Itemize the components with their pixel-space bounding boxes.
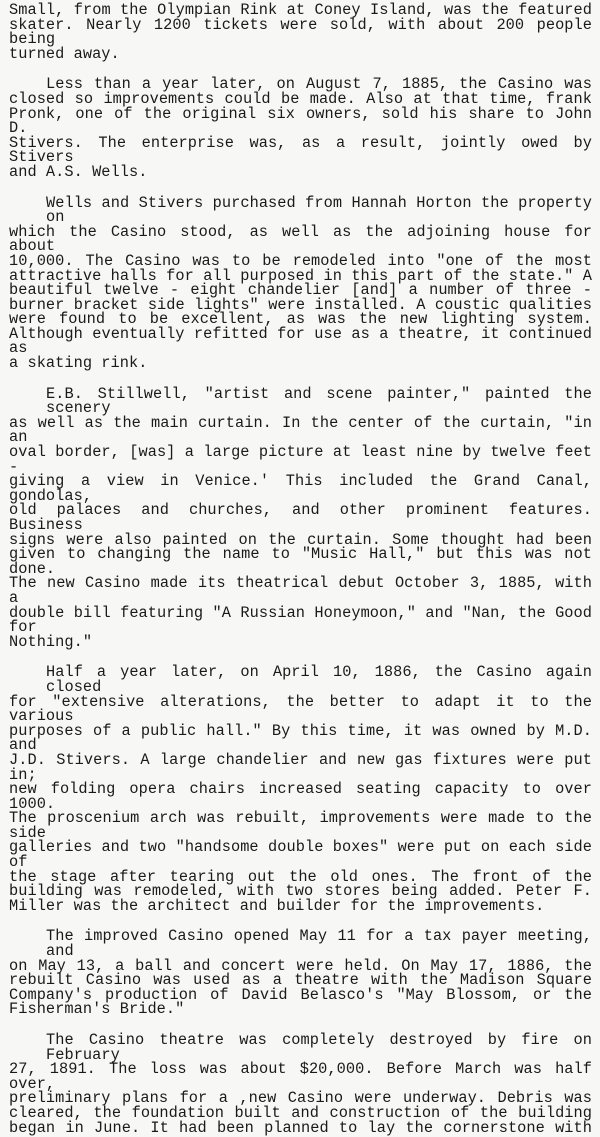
text-line: giving a view in Venice.' This included the Grand Canal, gondolas, xyxy=(9,472,592,505)
text-line: began in June. It had been planned to lay the cornerstone with xyxy=(9,1118,592,1137)
text-line: Miller was the architect and builder for the improvements. xyxy=(9,896,545,915)
text-line: Less than a year later, on August 7, 1885, the Casino was xyxy=(46,75,592,94)
text-line: a skating rink. xyxy=(9,354,148,373)
text-line: Pronk, one of the original six owners, sold his share to John D. xyxy=(9,104,592,138)
text-line: The Casino theatre was completely destroyed by fire on February xyxy=(46,1031,592,1064)
text-line: The improved Casino opened May 11 for a tax payer meeting, and xyxy=(46,927,592,961)
text-line: Nothing." xyxy=(9,632,93,651)
text-line: signs were also painted on the curtain. Some thought had been xyxy=(9,530,592,549)
text-line: 10,000. The Casino was to be remodeled into "one of the most xyxy=(9,251,592,270)
text-line: Fisherman's Bride." xyxy=(9,1000,185,1019)
text-line: new folding opera chairs increased seating capacity to over 1000. xyxy=(9,780,592,813)
text-line: turned away. xyxy=(9,44,120,63)
text-line: The proscenium arch was rebuilt, improvements were made to the side xyxy=(9,809,592,842)
text-line: for "extensive alterations, the better to adapt it to the various xyxy=(9,692,592,726)
text-line: beautiful twelve - eight chandelier [and] a number of three - xyxy=(9,281,592,300)
text-line: closed so improvements could be made. Also at that time, frank xyxy=(9,89,592,108)
text-line: as well as the main curtain. In the center of the curtain, "in an xyxy=(9,413,592,447)
text-line: skater. Nearly 1200 tickets were sold, with about 200 people being xyxy=(9,15,592,49)
text-line: building was remodeled, with two stores being added. Peter F. xyxy=(9,882,592,901)
text-line: The new Casino made its theatrical debut October 3, 1885, with a xyxy=(9,574,592,607)
text-line: attractive halls for all purposed in this part of the state." A xyxy=(9,266,592,285)
text-line: Although eventually refitted for use as a theatre, it continued as xyxy=(9,324,592,358)
text-line: J.D. Stivers. A large chandelier and new gas fixtures were put in; xyxy=(9,750,592,784)
text-line: double bill featuring "A Russian Honeymoon," and "Nan, the Good for xyxy=(9,603,592,637)
paragraph-7 xyxy=(9,1033,592,1135)
text-line: Wells and Stivers purchased from Hannah Horton the property on xyxy=(46,193,592,227)
text-line: E.B. Stillwell, "artist and scene painter," painted the scenery xyxy=(46,384,592,418)
text-line: which the Casino stood, as well as the adjoining house for about xyxy=(9,222,592,256)
text-line: cleared, the foundation built and construction of the building xyxy=(9,1103,592,1122)
text-line: galleries and two "handsome double boxes" were put on each side of xyxy=(9,838,592,872)
text-line: the stage after tearing out the old ones. The front of the xyxy=(9,867,592,886)
text-line: old palaces and churches, and other prominent features. Business xyxy=(9,501,592,534)
text-line: 27, 1891. The loss was about $20,000. Before March was half over, xyxy=(9,1060,592,1093)
text-line: and A.S. Wells. xyxy=(9,162,148,181)
paragraph-2 xyxy=(9,77,592,179)
text-line: Small, from the Olympian Rink at Coney Island, was the featured xyxy=(9,1,592,19)
paragraph-6 xyxy=(9,929,592,1017)
text-line: rebuilt Casino was used as a theatre with the Madison Square xyxy=(9,971,592,990)
paragraph-5 xyxy=(9,665,592,913)
text-line: Stivers. The enterprise was, as a result, jointly owed by Stivers xyxy=(9,133,592,167)
paragraph-1 xyxy=(9,3,592,61)
text-line: given to changing the name to "Music Hall," but this was not done. xyxy=(9,545,592,578)
paragraph-3 xyxy=(9,193,592,373)
text-line: preliminary plans for a ,new Casino were underway. Debris was xyxy=(9,1089,592,1108)
text-line: Half a year later, on April 10, 1886, the Casino again closed xyxy=(46,663,592,696)
text-line: purposes of a public hall." By this time, it was owned by M.D. and xyxy=(9,721,592,755)
text-line: on May 13, a ball and concert were held. On May 17, 1886, the xyxy=(9,956,592,975)
text-line: Company's production of David Belasco's "May Blossom, or the xyxy=(9,985,592,1004)
text-line: were found to be excellent, as was the new lighting system. xyxy=(9,310,592,329)
text-line: burner bracket side lights" were installed. A coustic qualities xyxy=(9,295,592,314)
paragraph-4 xyxy=(9,384,592,651)
text-line: oval border, [was] a large picture at least nine by twelve feet - xyxy=(9,443,592,476)
